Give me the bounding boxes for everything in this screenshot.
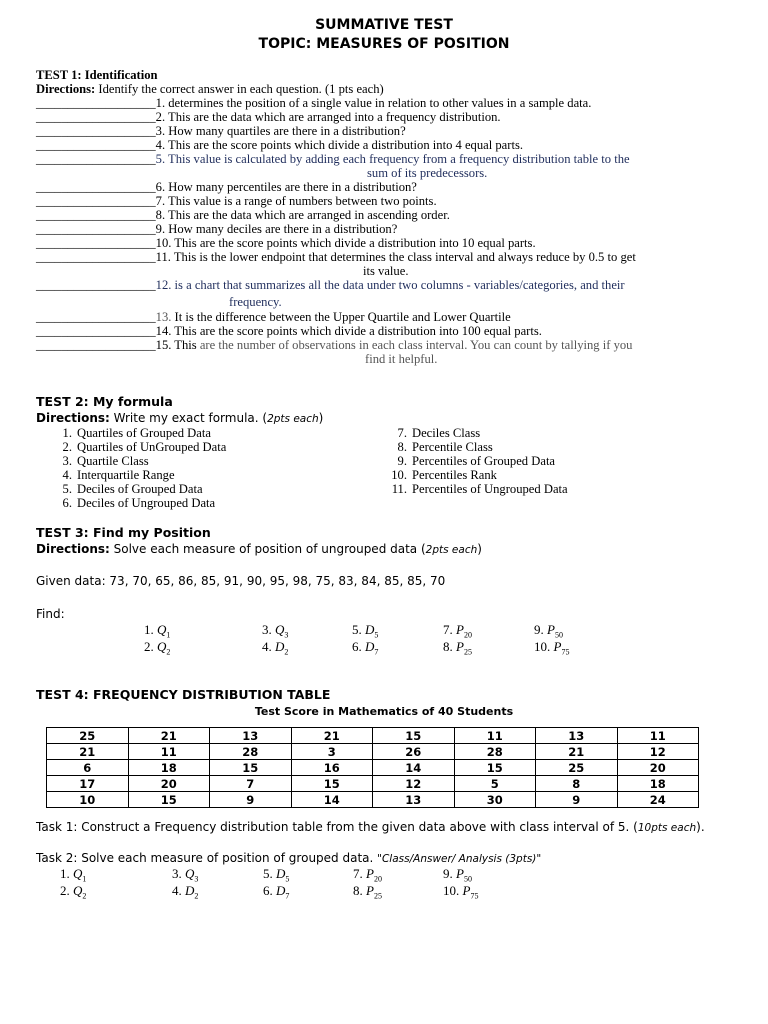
item-text: P — [456, 866, 464, 881]
item-text: P — [456, 639, 464, 654]
item-text: 3 — [284, 630, 289, 640]
task2-item — [443, 883, 478, 901]
table-cell: 10 — [47, 792, 129, 808]
list-item — [383, 426, 568, 440]
list-item — [48, 496, 226, 510]
test1-directions-label: Directions: — [36, 82, 96, 96]
table-cell: 21 — [291, 728, 373, 744]
question-text: 7. This value is a range of numbers between two points. — [155, 194, 437, 208]
list-item — [383, 440, 568, 454]
find-item — [443, 639, 472, 657]
task2-note: "Class/Answer/ Analysis (3pts)" — [377, 853, 542, 865]
table-cell: 13 — [373, 792, 455, 808]
table-cell: 25 — [47, 728, 129, 744]
table-cell: 17 — [47, 776, 129, 792]
item-text: Q — [275, 622, 285, 637]
table-cell: 8 — [536, 776, 618, 792]
item-text: D — [365, 639, 375, 654]
item-text: 2. — [60, 883, 70, 898]
table-cell: 15 — [454, 760, 536, 776]
test3-points: 2pts each — [425, 544, 478, 556]
table-cell: 21 — [536, 744, 618, 760]
find-item — [443, 622, 472, 640]
item-text: 10. — [391, 468, 407, 482]
answer-blank[interactable]: ___________________ — [36, 310, 156, 324]
table-row — [47, 776, 699, 792]
test1-item-13 — [36, 310, 511, 325]
test1-directions — [36, 82, 384, 97]
item-text: 10. — [534, 639, 551, 654]
item-text: P — [462, 883, 471, 898]
question-prefix: 15. This — [155, 338, 200, 352]
test1-item-2 — [36, 110, 501, 125]
find-item — [534, 622, 563, 640]
item-text: 8. — [443, 639, 453, 654]
question-text: 2. This are the data which are arranged into a frequency distribution. — [155, 110, 501, 124]
item-text: 8. — [397, 440, 407, 454]
test3-heading: TEST 3: Find my Position — [36, 525, 211, 540]
table-cell: 25 — [536, 760, 618, 776]
table-cell: 15 — [373, 728, 455, 744]
item-text: 7. — [397, 426, 407, 440]
table-cell: 21 — [47, 744, 129, 760]
question-text: 8. This are the data which are arranged in ascending order. — [155, 208, 450, 222]
item-text: Q — [185, 866, 195, 881]
item-text: 2 — [166, 647, 171, 657]
test2-points: 2pts each — [267, 413, 319, 425]
test1-item-12 — [36, 278, 625, 293]
table-cell: 16 — [291, 760, 373, 776]
item-text: 3 — [194, 874, 199, 884]
item-text: 9. — [397, 454, 407, 468]
item-text: 7. — [443, 622, 453, 637]
answer-blank[interactable]: ___________________ — [36, 138, 156, 152]
test1-item-14 — [36, 324, 542, 339]
table-cell: 24 — [617, 792, 699, 808]
item-text: 9. — [534, 622, 544, 637]
item-text: 5. — [263, 866, 273, 881]
item-text: Deciles of Grouped Data — [77, 482, 203, 496]
item-text: D — [276, 883, 286, 898]
table-cell: 15 — [210, 760, 292, 776]
item-text: 2. — [62, 440, 72, 454]
table-cell: 12 — [373, 776, 455, 792]
item-text: Q — [157, 639, 167, 654]
item-text: Percentile Class — [412, 440, 493, 454]
item-text: P — [366, 883, 374, 898]
question-text: is a chart that summarizes all the data under two columns - variables/categories, and their — [174, 278, 625, 292]
find-item — [262, 622, 288, 640]
question-text: This value is calculated by adding each frequency from a frequency distribution table to the — [168, 152, 630, 166]
item-text: D — [276, 866, 286, 881]
question-text: 4. This are the score points which divide a distribution into 4 equal parts. — [155, 138, 524, 152]
item-text: 50 — [463, 874, 472, 884]
task1 — [36, 820, 705, 834]
item-text: 3. — [262, 622, 272, 637]
task2-item — [60, 866, 86, 884]
list-item — [48, 454, 226, 468]
item-text: 25 — [463, 647, 472, 657]
table-row — [47, 792, 699, 808]
task1-points: 10pts each — [637, 822, 697, 834]
task2-text: Task 2: Solve each measure of position of grouped data. — [36, 851, 378, 865]
table-cell: 11 — [454, 728, 536, 744]
item-text: 2 — [284, 647, 289, 657]
test1-directions-text: Identify the correct answer in each question. (1 pts each) — [95, 82, 384, 96]
test1-heading: TEST 1: Identification — [36, 68, 158, 82]
table-cell: 18 — [128, 760, 210, 776]
score-table — [46, 727, 699, 808]
find-item — [262, 639, 288, 657]
item-text: Quartiles of Grouped Data — [77, 426, 211, 440]
task2-item — [353, 866, 382, 884]
list-item — [48, 482, 226, 496]
item-text: 8. — [353, 883, 363, 898]
list-item — [48, 440, 226, 454]
table-cell: 30 — [454, 792, 536, 808]
table-cell: 28 — [210, 744, 292, 760]
question-text: 9. How many deciles are there in a distribution? — [155, 222, 398, 236]
item-text: 11. — [391, 482, 407, 496]
test4-heading: TEST 4: FREQUENCY DISTRIBUTION TABLE — [36, 687, 331, 702]
item-text: 7 — [374, 647, 379, 657]
item-text: 5. — [352, 622, 362, 637]
answer-blank[interactable]: ___________________ — [36, 324, 156, 338]
task2-item — [263, 883, 289, 901]
test1-item-4 — [36, 138, 523, 153]
table-cell: 14 — [291, 792, 373, 808]
item-text: 7 — [285, 891, 290, 901]
find-item — [144, 639, 170, 657]
item-text: 2. — [144, 639, 154, 654]
find-item — [352, 622, 378, 640]
item-text: Percentiles of Ungrouped Data — [412, 482, 568, 496]
item-text: 6. — [263, 883, 273, 898]
item-text: 1 — [166, 630, 171, 640]
item-text: D — [185, 883, 195, 898]
table-cell: 18 — [617, 776, 699, 792]
item-text: 50 — [554, 630, 563, 640]
table-cell: 13 — [210, 728, 292, 744]
question-continuation: find it helpful. — [365, 352, 438, 366]
test2-directions — [36, 411, 323, 425]
test1-item-9 — [36, 222, 397, 237]
task2-item — [263, 866, 289, 884]
find-item — [144, 622, 170, 640]
task2-item — [60, 883, 86, 901]
table-cell: 28 — [454, 744, 536, 760]
item-text: 3. — [172, 866, 182, 881]
item-text: Q — [157, 622, 167, 637]
question-text: It is the difference between the Upper Quartile and Lower Quartile — [174, 310, 511, 324]
question-prefix: 5. — [155, 152, 169, 166]
question-text: are the number of observations in each class interval. You can count by tallying if you — [199, 338, 633, 352]
task2 — [36, 851, 541, 865]
test1-item-1 — [36, 96, 591, 111]
item-text: D — [365, 622, 375, 637]
list-item — [383, 482, 568, 496]
test2-right-list — [383, 426, 568, 496]
item-text: Quartiles of UnGrouped Data — [77, 440, 227, 454]
table-cell: 15 — [128, 792, 210, 808]
table-title: Test Score in Mathematics of 40 Students — [254, 705, 514, 718]
item-text: 5. — [62, 482, 72, 496]
table-cell: 26 — [373, 744, 455, 760]
item-text: Deciles of Ungrouped Data — [77, 496, 216, 510]
test2-heading: TEST 2: My formula — [36, 394, 173, 409]
item-text: 4. — [62, 468, 72, 482]
table-cell: 11 — [128, 744, 210, 760]
item-text: 20 — [463, 630, 472, 640]
question-continuation: its value. — [363, 264, 409, 278]
test3-directions — [36, 542, 482, 556]
item-text: 7. — [353, 866, 363, 881]
item-text: 1. — [144, 622, 154, 637]
test1-item-7 — [36, 194, 437, 209]
item-text: 3. — [62, 454, 72, 468]
table-cell: 9 — [210, 792, 292, 808]
list-item — [383, 454, 568, 468]
table-cell: 20 — [617, 760, 699, 776]
item-text: 75 — [561, 647, 570, 657]
item-text: 6. — [62, 496, 72, 510]
list-item — [48, 426, 226, 440]
item-text: P — [553, 639, 562, 654]
question-prefix: 13. — [155, 310, 175, 324]
table-row — [47, 744, 699, 760]
answer-blank[interactable]: ___________________ — [36, 338, 156, 352]
item-text: 4. — [262, 639, 272, 654]
test3-directions-end: ) — [477, 542, 482, 556]
answer-blank[interactable]: ___________________ — [36, 110, 156, 124]
item-text: Deciles Class — [412, 426, 481, 440]
answer-blank[interactable]: ___________________ — [36, 222, 156, 236]
question-text: 10. This are the score points which divide a distribution into 10 equal parts. — [155, 236, 536, 250]
table-cell: 11 — [617, 728, 699, 744]
question-continuation: sum of its predecessors. — [367, 166, 488, 180]
table-cell: 20 — [128, 776, 210, 792]
table-cell: 21 — [128, 728, 210, 744]
question-text: 6. How many percentiles are there in a distribution? — [155, 180, 417, 194]
answer-blank[interactable]: ___________________ — [36, 208, 156, 222]
test1-item-11 — [36, 250, 636, 265]
item-text: Q — [73, 883, 83, 898]
test1-item-6 — [36, 180, 417, 195]
item-text: 5 — [374, 630, 379, 640]
question-text: 1. determines the position of a single value in relation to other values in a sample data. — [155, 96, 592, 110]
table-row — [47, 760, 699, 776]
document-title: SUMMATIVE TEST — [315, 17, 453, 33]
answer-blank[interactable]: ___________________ — [36, 236, 156, 250]
item-text: 2 — [82, 891, 87, 901]
table-cell: 12 — [617, 744, 699, 760]
list-item — [383, 468, 568, 482]
item-text: Percentiles Rank — [412, 468, 497, 482]
item-text: Quartile Class — [77, 454, 149, 468]
test2-left-list — [48, 426, 226, 510]
test1-item-5 — [36, 152, 630, 167]
question-text: 3. How many quartiles are there in a distribution? — [155, 124, 406, 138]
given-data: Given data: 73, 70, 65, 86, 85, 91, 90, 95, 98, 75, 83, 84, 85, 85, 70 — [36, 574, 446, 588]
item-text: 5 — [285, 874, 290, 884]
test3-directions-text: Solve each measure of position of ungrouped data ( — [109, 542, 426, 556]
list-item — [48, 468, 226, 482]
answer-blank[interactable]: ___________________ — [36, 124, 156, 138]
item-text: 9. — [443, 866, 453, 881]
test2-directions-end: ) — [318, 411, 324, 425]
question-continuation: frequency. — [229, 295, 282, 309]
question-text: 11. This is the lower endpoint that determines the class interval and always reduce by 0.5 to get — [155, 250, 636, 264]
item-text: 25 — [373, 891, 382, 901]
find-label: Find: — [36, 607, 65, 621]
item-text: 4. — [172, 883, 182, 898]
question-prefix: 12. — [155, 278, 175, 292]
task1-text: Task 1: Construct a Frequency distribution table from the given data above with class interval of 5. ( — [36, 820, 638, 834]
find-item — [534, 639, 569, 657]
item-text: 1 — [82, 874, 87, 884]
table-cell: 3 — [291, 744, 373, 760]
test1-item-10 — [36, 236, 536, 251]
table-cell: 6 — [47, 760, 129, 776]
answer-blank[interactable]: ___________________ — [36, 180, 156, 194]
item-text: 2 — [194, 891, 199, 901]
task2-item — [443, 866, 472, 884]
item-text: 75 — [470, 891, 479, 901]
item-text: 6. — [352, 639, 362, 654]
answer-blank[interactable]: ___________________ — [36, 194, 156, 208]
table-cell: 5 — [454, 776, 536, 792]
find-item — [352, 639, 378, 657]
item-text: D — [275, 639, 285, 654]
item-text: 1. — [60, 866, 70, 881]
test2-directions-label: Directions: — [36, 411, 110, 425]
task2-item — [353, 883, 382, 901]
item-text: 1. — [62, 426, 72, 440]
item-text: Q — [73, 866, 83, 881]
item-text: P — [366, 866, 374, 881]
answer-blank[interactable]: ___________________ — [36, 152, 156, 166]
task1-end: ). — [696, 820, 705, 834]
item-text: Percentiles of Grouped Data — [412, 454, 556, 468]
item-text: Interquartile Range — [77, 468, 175, 482]
answer-blank[interactable]: ___________________ — [36, 278, 156, 292]
task2-item — [172, 866, 198, 884]
answer-blank[interactable]: ___________________ — [36, 250, 156, 264]
item-text: P — [547, 622, 555, 637]
document-topic: TOPIC: MEASURES OF POSITION — [258, 36, 510, 52]
table-cell: 15 — [291, 776, 373, 792]
test3-directions-label: Directions: — [36, 542, 110, 556]
table-cell: 14 — [373, 760, 455, 776]
answer-blank[interactable]: ___________________ — [36, 96, 156, 110]
test2-directions-text: Write my exact formula. ( — [109, 411, 268, 425]
table-cell: 7 — [210, 776, 292, 792]
item-text: 10. — [443, 883, 460, 898]
table-cell: 9 — [536, 792, 618, 808]
question-text: 14. This are the score points which divide a distribution into 100 equal parts. — [155, 324, 542, 338]
table-cell: 13 — [536, 728, 618, 744]
item-text: 20 — [373, 874, 382, 884]
table-row — [47, 728, 699, 744]
test1-item-8 — [36, 208, 450, 223]
item-text: P — [456, 622, 464, 637]
test1-item-15 — [36, 338, 632, 353]
test1-item-3 — [36, 124, 406, 139]
task2-item — [172, 883, 198, 901]
